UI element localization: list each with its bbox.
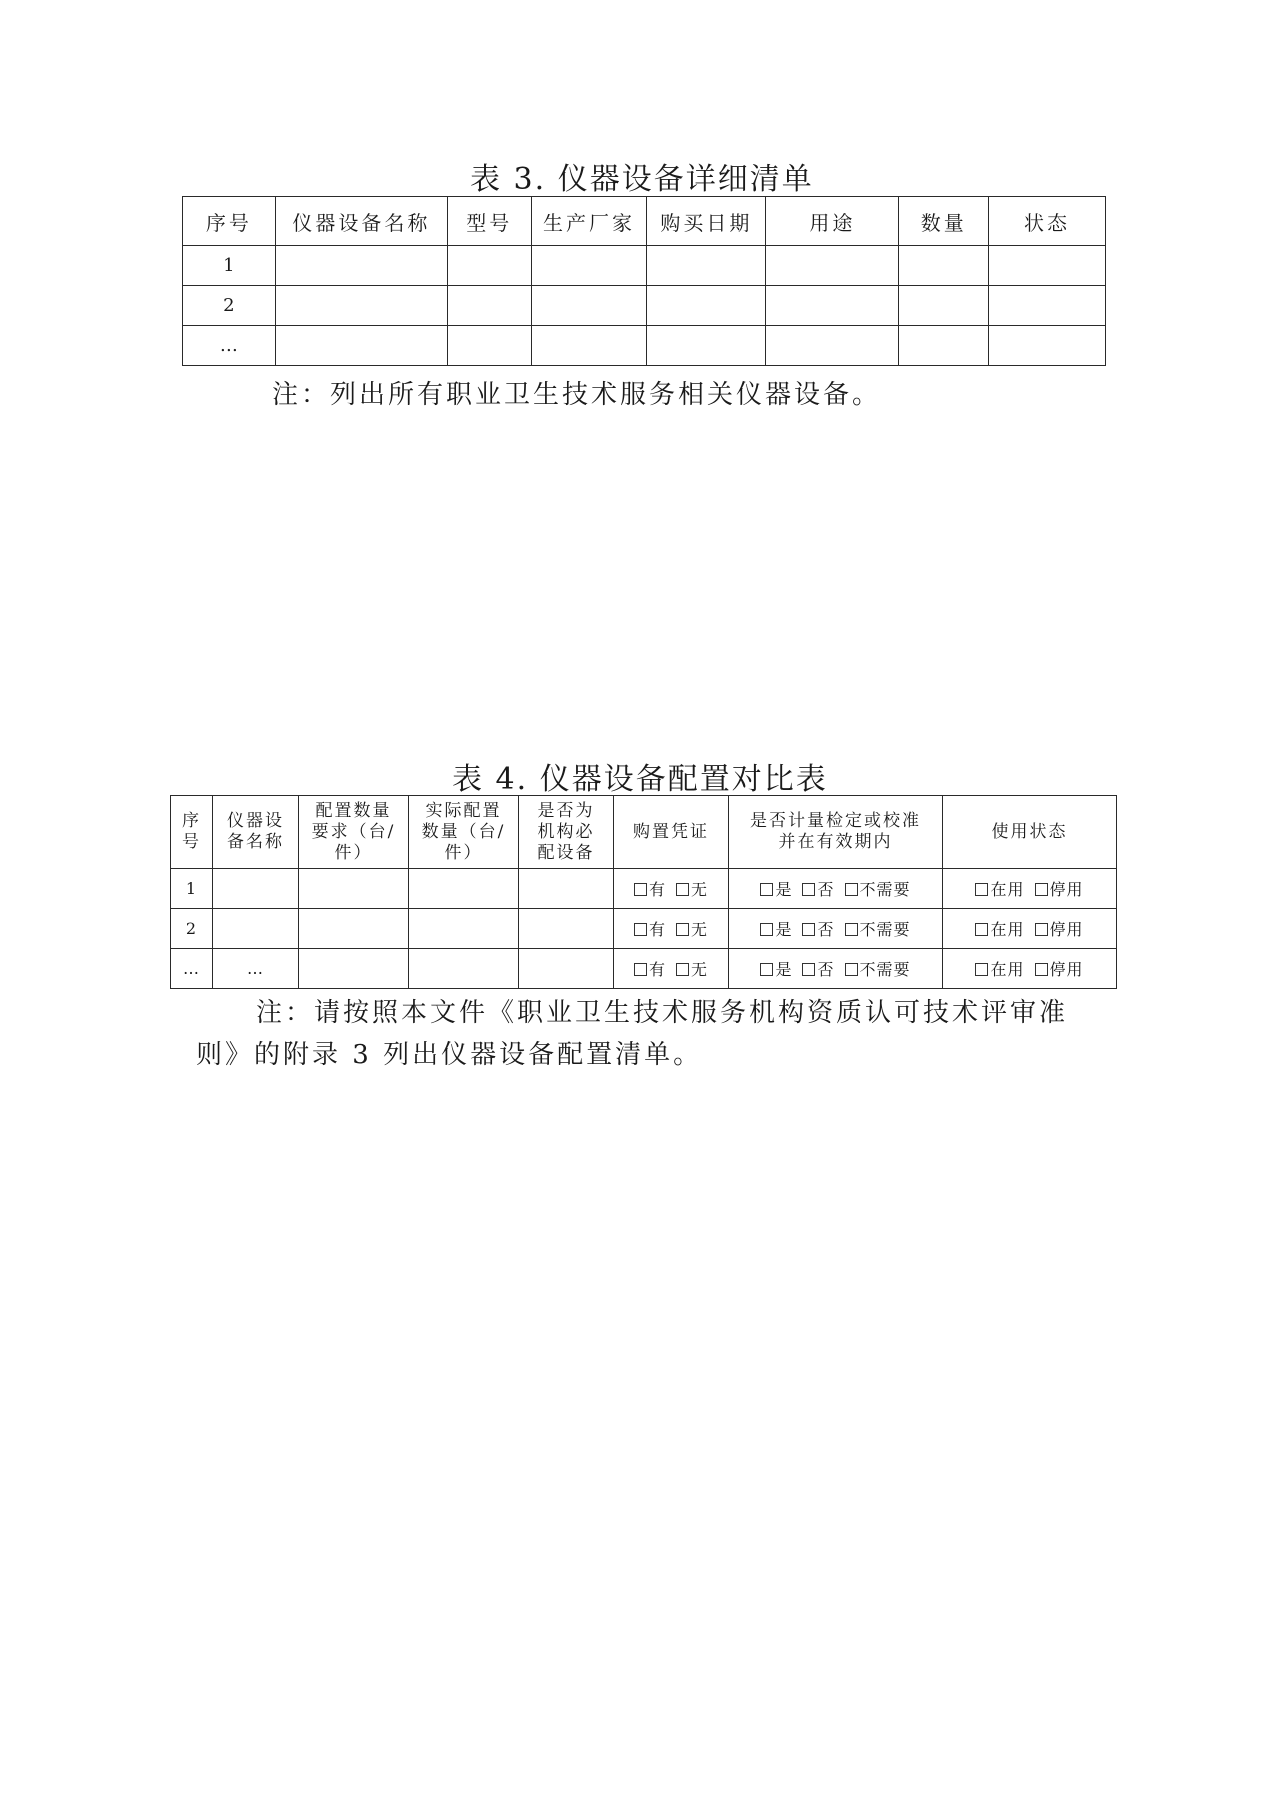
- cell-serial: …: [183, 326, 276, 366]
- cell-serial: 2: [171, 909, 213, 949]
- checkbox-icon: [975, 883, 988, 896]
- checkbox-status-in-use[interactable]: 在用: [975, 917, 1024, 940]
- cell[interactable]: [519, 909, 614, 949]
- checkbox-voucher-no[interactable]: 无: [676, 957, 708, 980]
- checkbox-icon: [634, 923, 647, 936]
- header-purpose: 用途: [766, 197, 899, 246]
- header-manufacturer: 生产厂家: [531, 197, 647, 246]
- table4-note-line1: 注：请按照本文件《职业卫生技术服务机构资质认可技术评审准: [256, 998, 1069, 1028]
- checkbox-calibration-no[interactable]: 否: [802, 877, 834, 900]
- header-usage-status: 使用状态: [943, 796, 1117, 869]
- checkbox-icon: [634, 883, 647, 896]
- cell[interactable]: [447, 246, 531, 286]
- checkbox-calibration-yes[interactable]: 是: [760, 957, 792, 980]
- header-equipment-name: 仪器设备名称: [213, 796, 299, 869]
- cell[interactable]: [766, 326, 899, 366]
- table-header-row: [183, 197, 1106, 246]
- cell[interactable]: [409, 869, 519, 909]
- checkbox-calibration-not-needed[interactable]: 不需要: [845, 877, 911, 900]
- checkbox-voucher-yes[interactable]: 有: [634, 917, 666, 940]
- calibration-options: [729, 949, 943, 989]
- header-calibration: 是否计量检定或校准并在有效期内: [729, 796, 943, 869]
- checkbox-icon: [975, 963, 988, 976]
- table-row: [171, 949, 1117, 989]
- cell[interactable]: [989, 246, 1106, 286]
- cell[interactable]: [275, 286, 447, 326]
- cell[interactable]: [447, 286, 531, 326]
- checkbox-icon: [1035, 963, 1048, 976]
- cell-serial: 1: [171, 869, 213, 909]
- cell[interactable]: [531, 246, 647, 286]
- table-row: [183, 286, 1106, 326]
- header-purchase-voucher: 购置凭证: [614, 796, 729, 869]
- cell[interactable]: [989, 286, 1106, 326]
- checkbox-status-in-use[interactable]: 在用: [975, 957, 1024, 980]
- checkbox-voucher-no[interactable]: 无: [676, 877, 708, 900]
- cell[interactable]: [899, 246, 989, 286]
- cell[interactable]: [299, 909, 409, 949]
- cell[interactable]: [899, 286, 989, 326]
- table4-caption: 表 4. 仪器设备配置对比表: [452, 762, 828, 797]
- header-model: 型号: [447, 197, 531, 246]
- checkbox-icon: [975, 923, 988, 936]
- cell[interactable]: [766, 246, 899, 286]
- checkbox-status-stopped[interactable]: 停用: [1035, 957, 1084, 980]
- checkbox-icon: [676, 963, 689, 976]
- cell-serial: 2: [183, 286, 276, 326]
- checkbox-icon: [845, 963, 858, 976]
- table3-caption: 表 3. 仪器设备详细清单: [470, 162, 814, 197]
- table-header-row: [171, 796, 1117, 869]
- checkbox-calibration-no[interactable]: 否: [802, 957, 834, 980]
- voucher-options: [614, 869, 729, 909]
- cell[interactable]: [275, 246, 447, 286]
- table-row: [171, 909, 1117, 949]
- header-mandatory-equipment: 是否为机构必配设备: [519, 796, 614, 869]
- cell-serial: …: [171, 949, 213, 989]
- checkbox-status-stopped[interactable]: 停用: [1035, 877, 1084, 900]
- cell[interactable]: [519, 869, 614, 909]
- cell-serial: 1: [183, 246, 276, 286]
- checkbox-voucher-yes[interactable]: 有: [634, 957, 666, 980]
- cell[interactable]: [519, 949, 614, 989]
- calibration-options: [729, 909, 943, 949]
- cell[interactable]: [409, 949, 519, 989]
- cell[interactable]: [899, 326, 989, 366]
- cell[interactable]: [299, 949, 409, 989]
- checkbox-icon: [802, 883, 815, 896]
- cell[interactable]: [647, 326, 766, 366]
- equipment-detail-table: [182, 196, 1106, 366]
- checkbox-icon: [760, 923, 773, 936]
- table3-note: 注：列出所有职业卫生技术服务相关仪器设备。: [272, 380, 882, 410]
- checkbox-calibration-yes[interactable]: 是: [760, 917, 792, 940]
- checkbox-calibration-yes[interactable]: 是: [760, 877, 792, 900]
- checkbox-icon: [802, 963, 815, 976]
- cell-equipment-name[interactable]: [213, 869, 299, 909]
- cell-equipment-name[interactable]: …: [213, 949, 299, 989]
- table-row: [183, 326, 1106, 366]
- equipment-config-comparison-table: [170, 795, 1117, 989]
- table-row: [183, 246, 1106, 286]
- header-equipment-name: 仪器设备名称: [275, 197, 447, 246]
- voucher-options: [614, 909, 729, 949]
- checkbox-icon: [676, 883, 689, 896]
- status-options: [943, 909, 1117, 949]
- checkbox-icon: [760, 963, 773, 976]
- calibration-options: [729, 869, 943, 909]
- cell[interactable]: [275, 326, 447, 366]
- checkbox-icon: [1035, 923, 1048, 936]
- voucher-options: [614, 949, 729, 989]
- cell[interactable]: [447, 326, 531, 366]
- checkbox-calibration-no[interactable]: 否: [802, 917, 834, 940]
- header-serial: 序号: [171, 796, 213, 869]
- cell[interactable]: [299, 869, 409, 909]
- table4-note-line2: 则》的附录 3 列出仪器设备配置清单。: [196, 1040, 703, 1070]
- checkbox-icon: [845, 923, 858, 936]
- checkbox-voucher-no[interactable]: 无: [676, 917, 708, 940]
- cell[interactable]: [647, 286, 766, 326]
- checkbox-icon: [1035, 883, 1048, 896]
- checkbox-icon: [802, 923, 815, 936]
- header-quantity: 数量: [899, 197, 989, 246]
- checkbox-icon: [845, 883, 858, 896]
- status-options: [943, 949, 1117, 989]
- checkbox-status-in-use[interactable]: 在用: [975, 877, 1024, 900]
- status-options: [943, 869, 1117, 909]
- cell[interactable]: [989, 326, 1106, 366]
- cell[interactable]: [531, 286, 647, 326]
- cell[interactable]: [531, 326, 647, 366]
- header-actual-quantity: 实际配置数量（台/件）: [409, 796, 519, 869]
- checkbox-calibration-not-needed[interactable]: 不需要: [845, 957, 911, 980]
- cell[interactable]: [766, 286, 899, 326]
- header-status: 状态: [989, 197, 1106, 246]
- checkbox-status-stopped[interactable]: 停用: [1035, 917, 1084, 940]
- checkbox-calibration-not-needed[interactable]: 不需要: [845, 917, 911, 940]
- header-purchase-date: 购买日期: [647, 197, 766, 246]
- checkbox-icon: [760, 883, 773, 896]
- cell[interactable]: [647, 246, 766, 286]
- table-row: [171, 869, 1117, 909]
- cell-equipment-name[interactable]: [213, 909, 299, 949]
- header-required-quantity: 配置数量要求（台/件）: [299, 796, 409, 869]
- checkbox-icon: [634, 963, 647, 976]
- checkbox-icon: [676, 923, 689, 936]
- checkbox-voucher-yes[interactable]: 有: [634, 877, 666, 900]
- header-serial: 序号: [183, 197, 276, 246]
- cell[interactable]: [409, 909, 519, 949]
